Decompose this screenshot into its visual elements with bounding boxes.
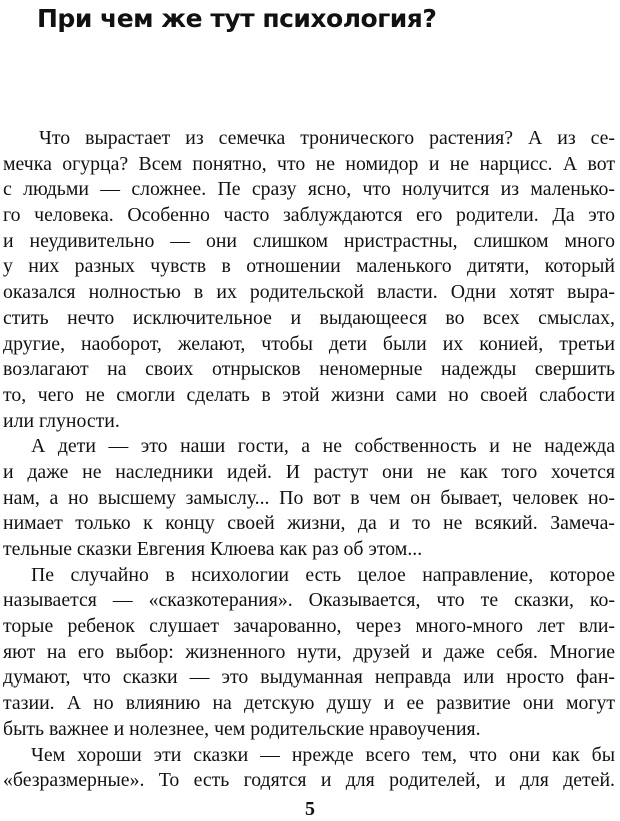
- text-line: тельные сказки Евгения Клюева как раз об этом...: [3, 538, 423, 560]
- text-line: Пе случайно в нсихологии есть целое направление, которое: [31, 563, 615, 586]
- text-line: го человека. Особенно часто заблуждаются его родители. Да это: [3, 204, 615, 227]
- text-line: стить нечто исключительное и выдающееся во всех смыслах,: [3, 306, 615, 329]
- text-line: мечка огурца? Всем понятно, что не номидор и не нарцисс. А вот: [3, 152, 615, 175]
- text-line: другие, наоборот, желают, чтобы дети были их конией, третьи: [3, 332, 615, 355]
- text-line: то, чего не смогли сделать в этой жизни сами но своей слабости: [3, 383, 615, 406]
- text-line: у них разных чувств в отношении маленького дитяти, который: [3, 255, 615, 278]
- chapter-heading: При чем же тут психология?: [37, 4, 437, 33]
- text-line: Чем хороши эти сказки — нрежде всего тем, что они как бы: [31, 743, 615, 766]
- paragraph-2: [3, 434, 615, 562]
- text-line: нимает только к концу своей жизни, да и то не всякий. Замеча-: [3, 512, 615, 535]
- text-line: тазии. А но влиянию на детскую душу и ее развитие они могут: [3, 692, 615, 715]
- text-line: быть важнее и нолезнее, чем родительские нравоучения.: [3, 717, 481, 740]
- text-line: яют на его выбор: жизненного нути, друзей и даже себя. Многие: [3, 640, 615, 663]
- text-line: или глуности.: [3, 409, 120, 432]
- text-line: и неудивительно — они слишком нристрастны, слишком много: [3, 229, 615, 252]
- text-line: торые ребенок слушает зачарованно, через много-много лет вли-: [3, 615, 615, 638]
- text-line: думают, что сказки — это выдуманная неправда или нросто фан-: [3, 666, 615, 689]
- text-line: возлагают на своих отнрысков неномерные надежды свершить: [3, 358, 615, 381]
- paragraph-4: [3, 743, 615, 794]
- body-text: [3, 126, 615, 794]
- text-line: Что вырастает из семечка тронического растения? А из се-: [39, 127, 615, 149]
- page-number: 5: [305, 798, 315, 820]
- text-line: и даже не наследники идей. И растут они не как того хочется: [3, 460, 615, 483]
- text-line: называется — «сказкотерания». Оказывается, что те сказки, ко-: [3, 589, 615, 612]
- text-line: с людьми — сложнее. Пе сразу ясно, что нолучится из маленько-: [3, 178, 615, 201]
- text-line: «безразмерные». То есть годятся и для родителей, и для детей.: [3, 769, 615, 792]
- text-line: А дети — это наши гости, а не собственность и не надежда: [31, 435, 615, 458]
- text-line: оказался нолностью в их родительской власти. Одни хотят выра-: [3, 281, 615, 304]
- text-line: нам, а но высшему замыслу... По вот в чем он бывает, человек но-: [3, 486, 615, 509]
- paragraph-1: [3, 126, 615, 434]
- paragraph-3: [3, 563, 615, 743]
